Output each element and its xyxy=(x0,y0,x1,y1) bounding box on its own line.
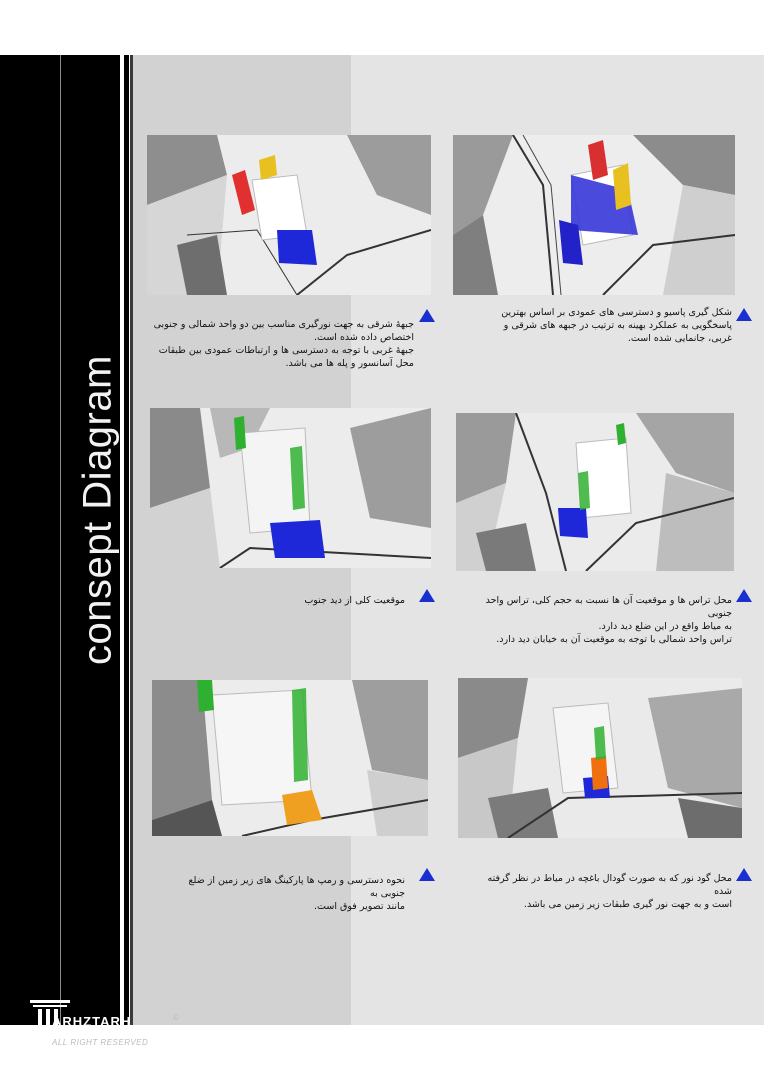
caption-4: موقعیت کلی از دید جنوب xyxy=(304,595,405,606)
diagram-image-3 xyxy=(456,413,734,571)
copyright-mark: © xyxy=(172,1013,180,1022)
caption-bullet-triangle-icon xyxy=(419,868,435,881)
diagram-image-4 xyxy=(150,408,431,568)
diagram-image-5 xyxy=(458,678,742,838)
side-panel-line xyxy=(60,55,61,1025)
sheet-title: consept Diagram xyxy=(75,355,120,665)
caption-bullet-triangle-icon xyxy=(419,589,435,602)
caption-5: محل گود نور که به صورت گودال باغچه در میاط در نظر گرفته شده است و به جهت نور گیری طبقات زیر زمین می باشد. xyxy=(487,873,732,910)
caption-bullet-triangle-icon xyxy=(419,309,435,322)
divider-stripe xyxy=(124,55,129,1025)
caption-bullet-triangle-icon xyxy=(736,308,752,321)
caption-6: نحوه دسترسی و رمپ ها پارکینگ های زیر زمین از ضلع جنوبی به مانند تصویر فوق است. xyxy=(188,875,405,912)
logo-name: ARHZTARH xyxy=(52,1014,132,1029)
divider-stripe xyxy=(130,55,133,1025)
diagram-image-6 xyxy=(152,680,428,836)
caption-2: جبهۀ شرقی به جهت نورگیری مناسب بین دو واحد شمالی و جنوبی اختصاص داده شده است. جبهۀ غربی با توجه به دسترسی ها و ارتباطات عمودی بین طبقات محل آسانسور و پله ها می باشد. xyxy=(153,319,414,369)
caption-1: شکل گیری پاسیو و دسترسی های عمودی بر اساس بهترین پاسخگویی به عملکرد بهینه به ترتیب در جبهه های شرقی و غربی، جانمایی شده است. xyxy=(501,307,732,344)
diagram-image-1 xyxy=(453,135,735,295)
logo-subtitle: ALL RIGHT RESERVED xyxy=(52,1038,149,1047)
caption-3: محل تراس ها و موقعیت آن ها نسبت به حجم کلی، تراس واحد جنوبی به میاط واقع در این ضلع دید دارد. تراس واحد شمالی با توجه به موقعیت آن به خیابان دید دارد. xyxy=(485,595,732,645)
caption-bullet-triangle-icon xyxy=(736,589,752,602)
diagram-image-2 xyxy=(147,135,431,295)
caption-bullet-triangle-icon xyxy=(736,868,752,881)
